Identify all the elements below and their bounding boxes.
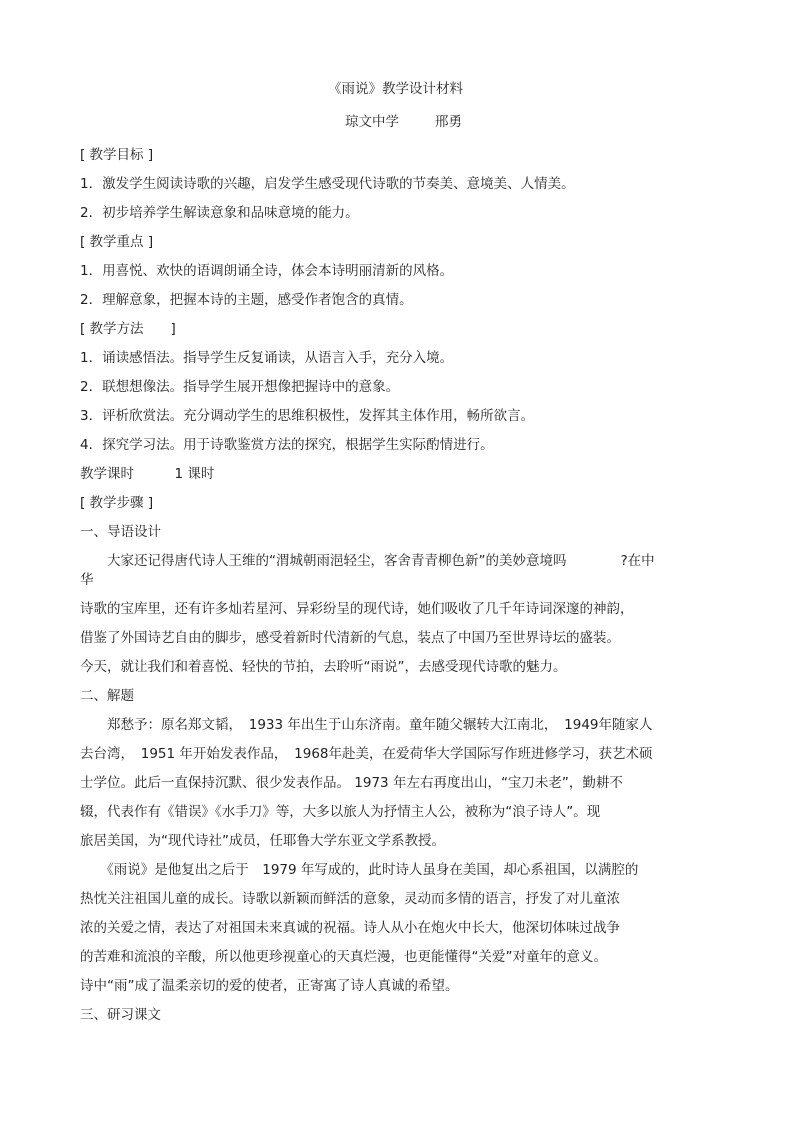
paragraph-line: 3．评析欣赏法。充分调动学生的思维积极性，发挥其主体作用，畅所欲言。 xyxy=(80,408,535,424)
paragraph-line: 今天，就让我们和着喜悦、轻快的节拍，去聆听“雨说”，去感受现代诗歌的魅力。 xyxy=(80,659,567,675)
paragraph-line: 1．激发学生阅读诗歌的兴趣，启发学生感受现代诗歌的节奏美、意境美、人情美。 xyxy=(80,176,575,192)
document-title: 《雨说》教学设计材料 xyxy=(328,81,463,97)
subsection-heading: 三、研习课文 xyxy=(80,1007,161,1023)
subsection-heading: 一、导语设计 xyxy=(80,524,161,540)
paragraph-line: 借鉴了外国诗艺自由的脚步，感受着新时代清新的气息，装点了中国乃至世界诗坛的盛装。 xyxy=(80,630,620,646)
paragraph-line: 旅居美国，为“现代诗社”成员，任耶鲁大学东亚文学系教授。 xyxy=(80,833,445,849)
paragraph-line: 2．联想想像法。指导学生展开想像把握诗中的意象。 xyxy=(80,379,400,395)
paragraph-line: 诗中“雨”成了温柔亲切的爱的使者，正寄寓了诗人真诚的希望。 xyxy=(80,978,459,994)
section-heading-steps: [ 教学步骤 ] xyxy=(80,495,154,511)
section-heading-objectives: [ 教学目标 ] xyxy=(80,147,154,163)
paragraph-line: 的苦难和流浪的辛酸，所以他更珍视童心的天真烂漫，也更能懂得“关爱”对童年的意义。 xyxy=(80,949,607,965)
subsection-heading: 二、解题 xyxy=(80,688,134,704)
paragraph-line: 去台湾， 1951 年开始发表作品， 1968年赴美，在爱荷华大学国际写作班进修学习，获艺术硕 xyxy=(80,746,653,762)
paragraph-line: 士学位。此后一直保持沉默、很少发表作品。 1973 年左右再度出山，“宝刀未老”，勤耕不 xyxy=(80,775,623,791)
author-name: 邢勇 xyxy=(435,114,462,130)
paragraph-line: 《雨说》是他复出之后于 1979 年写成的，此时诗人虽身在美国，却心系祖国，以满腔的 xyxy=(80,862,639,878)
section-heading-key-points: [ 教学重点 ] xyxy=(80,234,154,250)
paragraph-line: 辍，代表作有《错误》《水手刀》等，大多以旅人为抒情主人公，被称为“浪子诗人”。现 xyxy=(80,804,601,820)
paragraph-line: 浓的关爱之情，表达了对祖国未来真诚的祝福。诗人从小在炮火中长大，他深切体味过战争 xyxy=(80,920,620,936)
class-hours-line: 教学课时 1 课时 xyxy=(80,466,215,482)
section-heading-methods: [ 教学方法 ] xyxy=(80,321,176,337)
paragraph-line: 2．理解意象，把握本诗的主题，感受作者饱含的真情。 xyxy=(80,292,413,308)
paragraph-line: 大家还记得唐代诗人王维的“渭城朝雨浥轻尘，客舍青青柳色新”的美妙意境吗 ?在中 xyxy=(80,553,655,569)
paragraph-line: 1．诵读感悟法。指导学生反复诵读，从语言入手，充分入境。 xyxy=(80,350,454,366)
paragraph-line: 郑愁予：原名郑文韬， 1933 年出生于山东济南。童年随父辗转大江南北， 1949年随家人 xyxy=(80,717,653,733)
paragraph-line: 4．探究学习法。用于诗歌鉴赏方法的探究，根据学生实际酌情进行。 xyxy=(80,437,494,453)
paragraph-line: 热忱关注祖国儿童的成长。诗歌以新颖而鲜活的意象，灵动而多情的语言，抒发了对儿童浓 xyxy=(80,891,620,907)
author-line xyxy=(345,113,462,131)
paragraph-line: 2．初步培养学生解读意象和品味意境的能力。 xyxy=(80,205,359,221)
paragraph-line: 1．用喜悦、欢快的语调朗诵全诗，体会本诗明丽清新的风格。 xyxy=(80,263,454,279)
paragraph-line: 华 xyxy=(80,572,94,588)
paragraph-line: 诗歌的宝库里，还有许多灿若星河、异彩纷呈的现代诗，她们吸收了几千年诗词深邃的神韵， xyxy=(80,601,634,617)
school-name: 琼文中学 xyxy=(345,114,399,130)
